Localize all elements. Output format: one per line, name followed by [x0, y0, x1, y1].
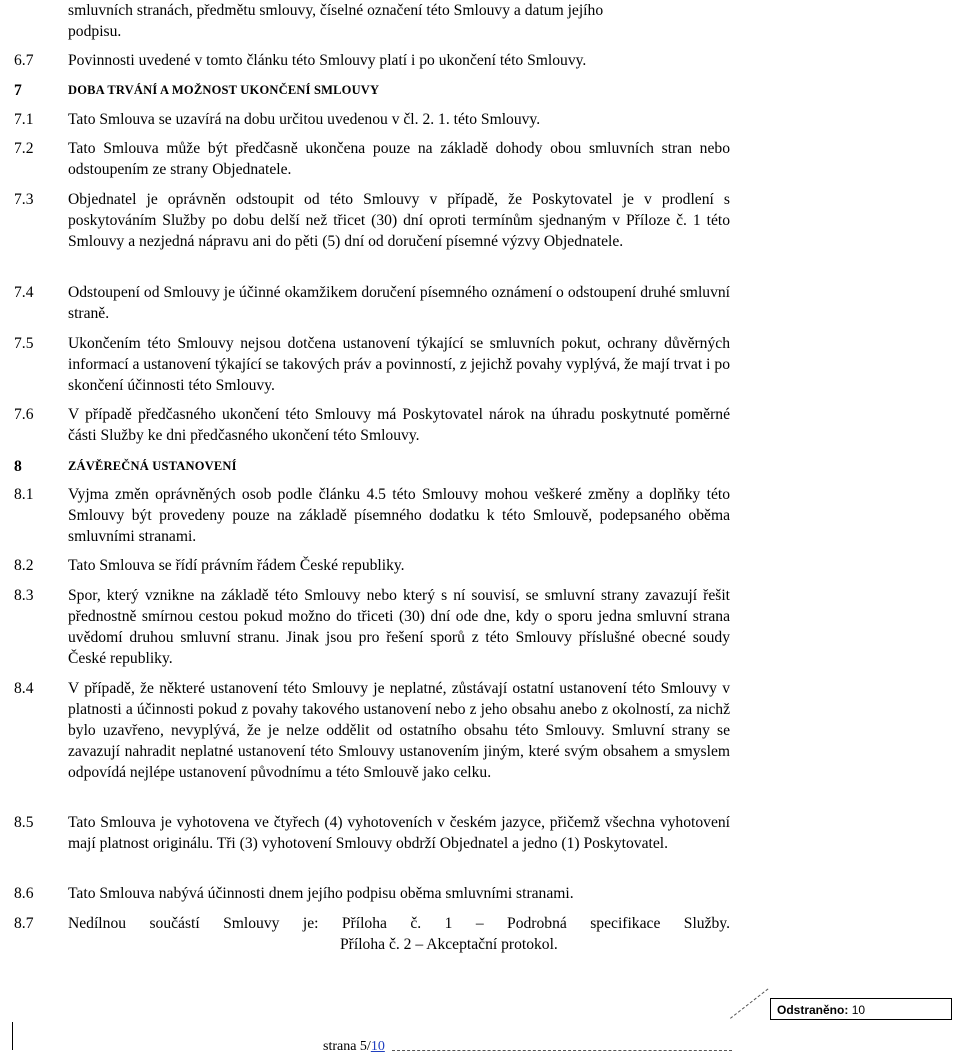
- clause-7-5: [14, 333, 730, 396]
- clause-7-2: [14, 138, 730, 180]
- clause-8-6: [14, 883, 730, 904]
- clause-text: Povinnosti uvedené v tomto článku této Smlouvy platí i po ukončení této Smlouvy.: [68, 52, 587, 69]
- clause-number: 7.3: [14, 191, 34, 208]
- continuation-text: [14, 0, 730, 42]
- continuation-line-2: podpisu.: [68, 23, 122, 40]
- change-bar: [12, 1022, 13, 1050]
- clause-8-7: [14, 913, 730, 934]
- clause-text: Tato Smlouva může být předčasně ukončena pouze na základě dohody obou smluvních stran nebo odstoupením ze strany Objednatele.: [68, 140, 730, 178]
- page-footer: [323, 1036, 385, 1057]
- continuation-line-1: smluvních stranách, předmětu smlouvy, číselné označení této Smlouvy a datum jejího: [68, 2, 604, 19]
- clause-8-1: [14, 484, 730, 547]
- clause-number: 8.2: [14, 557, 34, 574]
- revision-leader-line: [392, 1050, 732, 1051]
- clause-text: V případě, že některé ustanovení této Smlouvy je neplatné, zůstávají ostatní ustanovení této Smlouvy v platnosti a účinnosti pokud z povahy takového ustanovení nebo z jeho obsahu anebo z okolností, za nichž bylo uzavřeno, nevyplývá, že je nelze oddělit od ostatního obsahu této Smlouvy. Smluvní strany se zavazují nahradit neplatné ustanovení této Smlouvy ustanovením jiným, které svým obsahem a smyslem odpovídá nejlépe ustanovení původnímu a této Smlouvě jako celku.: [68, 680, 730, 781]
- clause-number: 7.1: [14, 111, 34, 128]
- section-title: DOBA TRVÁNÍ A MOŽNOST UKONČENÍ SMLOUVY: [68, 83, 380, 97]
- clause-7-6: [14, 404, 730, 446]
- clause-7-1: [14, 109, 730, 130]
- section-8-heading: [14, 456, 730, 477]
- revision-balloon[interactable]: [770, 998, 952, 1020]
- clause-text: Ukončením této Smlouvy nejsou dotčena ustanovení týkající se smluvních pokut, ochrany důvěrných informací a ustanovení týkající se takových práv a povinností, z jejichž povahy vyplývá, že mají trvat i po skončení účinnosti této Smlouvy.: [68, 335, 730, 394]
- clause-text: Odstoupení od Smlouvy je účinné okamžikem doručení písemného oznámení o odstoupení druhé smluvní straně.: [68, 284, 730, 322]
- clause-8-4: [14, 678, 730, 783]
- annex-2-line: Příloha č. 2 – Akceptační protokol.: [340, 936, 558, 953]
- clause-number: 8.4: [14, 680, 34, 697]
- clause-number: 7.4: [14, 284, 34, 301]
- clause-7-4: [14, 282, 730, 324]
- clause-7-3: [14, 189, 730, 252]
- clause-number: 7.6: [14, 406, 34, 423]
- clause-text: Nedílnou součástí Smlouvy je: Příloha č. 1 – Podrobná specifikace Služby.: [68, 915, 730, 932]
- clause-text: Tato Smlouva se řídí právním řádem České republiky.: [68, 557, 405, 574]
- clause-number: 8.5: [14, 814, 34, 831]
- clause-text: Tato Smlouva se uzavírá na dobu určitou uvedenou v čl. 2. 1. této Smlouvy.: [68, 111, 541, 128]
- clause-text: Spor, který vznikne na základě této Smlouvy nebo který s ní souvisí, se smluvní strany zavazují řešit přednostně smírnou cestou pokud možno do třiceti (30) dní ode dne, kdy o sporu jedna smluvní strana uvědomí druhou smluvní stranu. Jinak jsou pro řešení sporů z této Smlouvy příslušné obecné soudy České republiky.: [68, 587, 730, 667]
- clause-8-2: [14, 555, 730, 576]
- revision-value: 10: [851, 1003, 866, 1017]
- clause-6-7: [14, 50, 730, 71]
- revision-label: Odstraněno:: [777, 1003, 849, 1017]
- clause-text: V případě předčasného ukončení této Smlouvy má Poskytovatel nárok na úhradu poskytnuté poměrné části Služby ke dni předčasného ukončení této Smlouvy.: [68, 406, 730, 444]
- clause-number: 6.7: [14, 52, 34, 69]
- clause-number: 8.7: [14, 915, 34, 932]
- clause-number: 8.6: [14, 885, 34, 902]
- clause-number: 8.1: [14, 486, 34, 503]
- clause-text: Vyjma změn oprávněných osob podle článku 4.5 této Smlouvy mohou veškeré změny a doplňky této Smlouvy být provedeny pouze na základě písemného dodatku k této Smlouvě, podepsaného oběma smluvními stranami.: [68, 486, 730, 545]
- clause-text: Tato Smlouva je vyhotovena ve čtyřech (4) vyhotoveních v českém jazyce, přičemž všechna vyhotovení mají platnost originálu. Tři (3) vyhotovení Smlouvy obdrží Objednatel a jedno (1) Poskytovatel.: [68, 814, 730, 852]
- section-7-heading: [14, 80, 730, 101]
- revision-leader-diagonal: [730, 988, 768, 1018]
- section-title: ZÁVĚREČNÁ USTANOVENÍ: [68, 459, 237, 473]
- clause-number: 8.3: [14, 587, 34, 604]
- section-number: 7: [14, 82, 22, 99]
- clause-text: Objednatel je oprávněn odstoupit od této Smlouvy v případě, že Poskytovatel je v prodlení s poskytováním Služby po dobu delší než třicet (30) dní oproti termínům sjednaným v Příloze č. 1 této Smlouvy a nezjedná nápravu ani do pěti (5) dní od doručení písemné výzvy Objednatele.: [68, 191, 730, 250]
- page-total-field[interactable]: 10: [370, 1039, 385, 1054]
- section-number: 8: [14, 458, 22, 475]
- page-number-prefix: strana 5/: [323, 1039, 371, 1054]
- clause-8-3: [14, 585, 730, 669]
- clause-number: 7.2: [14, 140, 34, 157]
- clause-8-5: [14, 812, 730, 854]
- clause-text: Tato Smlouva nabývá účinnosti dnem jejího podpisu oběma smluvními stranami.: [68, 885, 574, 902]
- clause-number: 7.5: [14, 335, 34, 352]
